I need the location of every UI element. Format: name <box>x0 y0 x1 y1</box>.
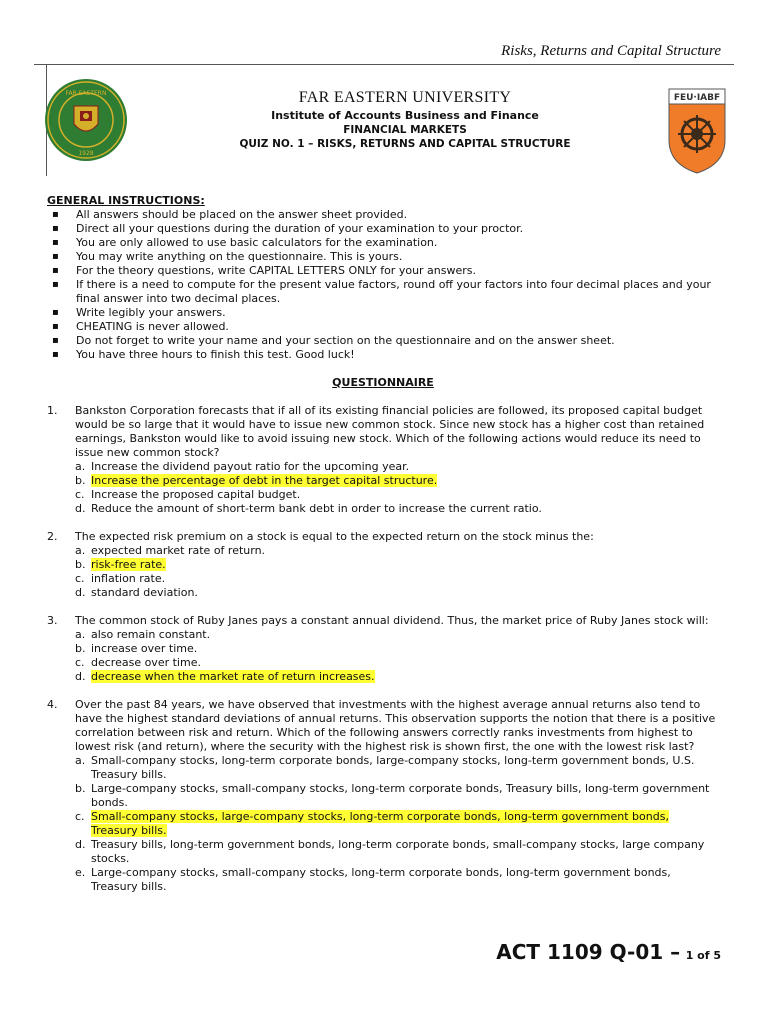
question-text: Over the past 84 years, we have observed that investments with the highest average annual returns also tend to have the highest standard deviations of annual returns. This observation supports the notion that there is a positive correlation between risk and return. Which of the following answers correctly ranks investments from highest to lowest risk (and return), where the security with the highest risk is shown first, the one with the lowest risk last? <box>75 698 716 753</box>
option-b: b. increase over time. <box>75 642 198 655</box>
instruction-item: ▪ You may write anything on the questionnaire. This is yours. <box>47 250 719 264</box>
instruction-item: ▪ For the theory questions, write CAPITAL LETTERS ONLY for your answers. <box>47 264 719 278</box>
highlighted-answer: Increase the percentage of debt in the target capital structure. <box>91 474 438 487</box>
instructions-title: GENERAL INSTRUCTIONS: <box>47 194 205 207</box>
header-center-block <box>150 89 660 150</box>
option-c: c. inflation rate. <box>75 572 166 585</box>
question-number: 2. <box>47 530 58 543</box>
question-text: Bankston Corporation forecasts that if all of its existing financial policies are followed, its proposed capital budget would be so large that it would have to issue new common stock. Since new stock has a higher cost than retained earnings, Bankston would like to avoid issuing new stock. Which of the following actions would reduce its need to issue new common stock? <box>75 404 705 459</box>
option-d: d. standard deviation. <box>75 586 198 599</box>
instruction-item: ▪ CHEATING is never allowed. <box>47 320 719 334</box>
page-number: 1 of 5 <box>685 949 721 962</box>
svg-text:FAR EASTERN: FAR EASTERN <box>65 90 107 97</box>
instruction-item: ▪ Do not forget to write your name and your section on the questionnaire and on the answer sheet. <box>47 334 719 348</box>
option-d: d. decrease when the market rate of return increases. <box>75 670 375 683</box>
question-text: The expected risk premium on a stock is equal to the expected return on the stock minus the: <box>75 530 594 543</box>
instruction-item: ▪ You have three hours to finish this test. Good luck! <box>47 348 719 362</box>
option-a: a. expected market rate of return. <box>75 544 266 557</box>
option-b: b. Increase the percentage of debt in the target capital structure. <box>75 474 438 487</box>
option-a: a. Small-company stocks, long-term corporate bonds, large-company stocks, long-term government bonds, U.S. Treasury bills. <box>75 754 695 781</box>
instructions-list <box>47 208 719 362</box>
header-rule <box>34 64 734 65</box>
question-4 <box>47 698 719 894</box>
highlighted-answer: risk-free rate. <box>91 558 166 571</box>
question-2 <box>47 530 719 600</box>
quiz-title: QUIZ NO. 1 – RISKS, RETURNS AND CAPITAL STRUCTURE <box>239 138 571 150</box>
highlighted-answer: decrease when the market rate of return increases. <box>91 670 375 683</box>
instruction-item: ▪ Write legibly your answers. <box>47 306 719 320</box>
page-footer <box>496 940 721 964</box>
option-c: c. decrease over time. <box>75 656 201 669</box>
question-number: 4. <box>47 698 58 711</box>
option-a: a. Increase the dividend payout ratio for the upcoming year. <box>75 460 410 473</box>
main-content <box>47 194 719 908</box>
instruction-item: ▪ All answers should be placed on the answer sheet provided. <box>47 208 719 222</box>
shield-label: FEU·IABF <box>673 93 721 103</box>
option-c: c. Increase the proposed capital budget. <box>75 488 301 501</box>
feu-iabf-shield-logo <box>668 88 726 174</box>
instruction-item: ▪ You are only allowed to use basic calculators for the examination. <box>47 236 719 250</box>
option-d: d. Treasury bills, long-term government bonds, long-term corporate bonds, small-company stocks, large company stocks. <box>75 838 705 865</box>
option-b: b. risk-free rate. <box>75 558 166 571</box>
question-3 <box>47 614 719 684</box>
svg-text:1928: 1928 <box>78 150 94 157</box>
option-b: b. Large-company stocks, small-company stocks, long-term corporate bonds, Treasury bills, long-term government bonds. <box>75 782 710 809</box>
questionnaire-title: QUESTIONNAIRE <box>332 376 434 389</box>
university-name: FAR EASTERN UNIVERSITY <box>298 89 512 106</box>
question-1 <box>47 404 719 516</box>
option-e: e. Large-company stocks, small-company stocks, long-term corporate bonds, long-term government bonds, Treasury bills. <box>75 866 671 893</box>
running-header-title: Risks, Returns and Capital Structure <box>501 43 721 59</box>
feu-seal-logo <box>44 78 128 162</box>
question-number: 1. <box>47 404 58 417</box>
instruction-item: ▪ Direct all your questions during the duration of your examination to your proctor. <box>47 222 719 236</box>
highlighted-answer: Small-company stocks, large-company stocks, long-term corporate bonds, long-term government bonds, Treasury bills. <box>91 810 669 837</box>
question-number: 3. <box>47 614 58 627</box>
question-text: The common stock of Ruby Janes pays a constant annual dividend. Thus, the market price of Ruby Janes stock will: <box>75 614 709 627</box>
option-a: a. also remain constant. <box>75 628 211 641</box>
course-name: FINANCIAL MARKETS <box>343 124 467 136</box>
institute-name: Institute of Accounts Business and Finance <box>271 109 539 122</box>
option-d: d. Reduce the amount of short-term bank debt in order to increase the current ratio. <box>75 502 542 515</box>
instruction-item: ▪ If there is a need to compute for the present value factors, round off your factors into four decimal places and your final answer into two decimal places. <box>47 278 719 306</box>
course-code: ACT 1109 Q-01 – <box>496 940 681 964</box>
option-c: c. Small-company stocks, large-company stocks, long-term corporate bonds, long-term government bonds, Treasury bills. <box>75 810 669 837</box>
